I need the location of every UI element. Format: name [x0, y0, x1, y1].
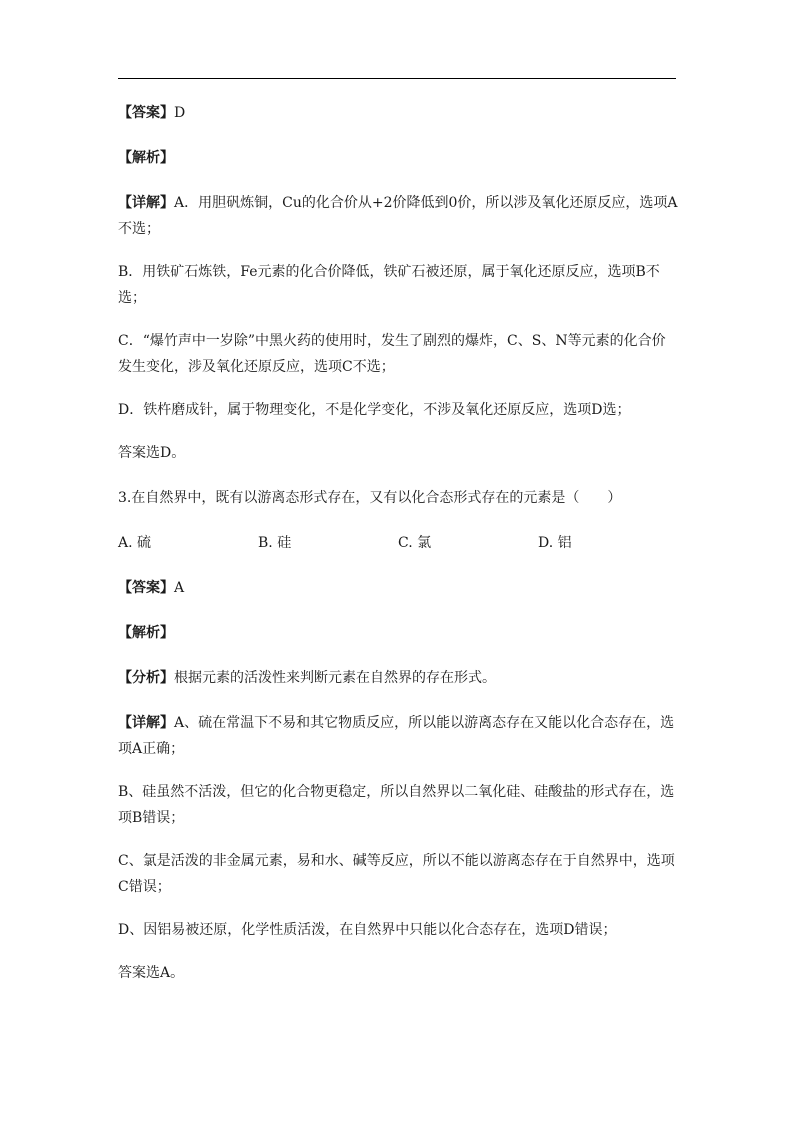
detail-b-1: B．用铁矿石炼铁，Fe元素的化合价降低，铁矿石被还原，属于氧化还原反应，选项B不选； — [118, 264, 660, 306]
answer-tag: 【答案】 — [118, 580, 174, 596]
question-stem: 3.在自然界中，既有以游离态形式存在，又有以化合态形式存在的元素是（ ） — [118, 490, 622, 506]
answer-tag: 【答案】 — [118, 105, 174, 121]
conclusion-1: 答案选D。 — [118, 445, 186, 461]
document-body — [118, 100, 678, 986]
fenxi-line — [118, 665, 678, 691]
detail-d-3: D、因铝易被还原，化学性质活泼，在自然界中只能以化合态存在，选项D错误； — [118, 922, 617, 938]
detail-tag: 【详解】 — [118, 715, 174, 731]
detail-c-3: C、氯是活泼的非金属元素，易和水、碱等反应，所以不能以游离态存在于自然界中，选项C错误； — [118, 853, 675, 895]
answer-line-3 — [118, 575, 678, 601]
question-options — [118, 530, 678, 556]
answer-value: A — [174, 580, 185, 596]
option-c: C. 氯 — [398, 535, 432, 551]
detail-d-1: D．铁杵磨成针，属于物理变化，不是化学变化，不涉及氧化还原反应，选项D选； — [118, 402, 631, 418]
analysis-tag: 【解析】 — [118, 625, 174, 641]
detail-text: A、硫在常温下不易和其它物质反应，所以能以游离态存在又能以化合态存在，选项A正确； — [118, 715, 675, 757]
detail-c-1: C．“爆竹声中一岁除”中黑火药的使用时，发生了剧烈的爆炸，C、S、N等元素的化合价发生变化，涉及氧化还原反应，选项C不选； — [118, 333, 666, 375]
detail-text: A．用胆矾炼铜，Cu的化合价从+2价降低到0价，所以涉及氧化还原反应，选项A不选； — [118, 195, 678, 237]
header-rule — [118, 78, 676, 79]
option-a: A. 硫 — [118, 535, 152, 551]
analysis-heading-3 — [118, 620, 678, 646]
detail-a-1 — [118, 190, 678, 242]
fenxi-text: 根据元素的活泼性来判断元素在自然界的存在形式。 — [174, 670, 496, 686]
option-d: D. 铝 — [538, 535, 572, 551]
answer-value: D — [174, 105, 186, 121]
detail-a-3 — [118, 710, 678, 762]
conclusion-3: 答案选A。 — [118, 965, 185, 981]
analysis-heading-1 — [118, 145, 678, 171]
answer-line-1 — [118, 100, 678, 126]
detail-b-3: B、硅虽然不活泼，但它的化合物更稳定，所以自然界以二氧化硅、硅酸盐的形式存在，选项B错误； — [118, 784, 675, 826]
detail-tag: 【详解】 — [118, 195, 174, 211]
fenxi-tag: 【分析】 — [118, 670, 174, 686]
option-b: B. 硅 — [258, 535, 292, 551]
analysis-tag: 【解析】 — [118, 150, 174, 166]
